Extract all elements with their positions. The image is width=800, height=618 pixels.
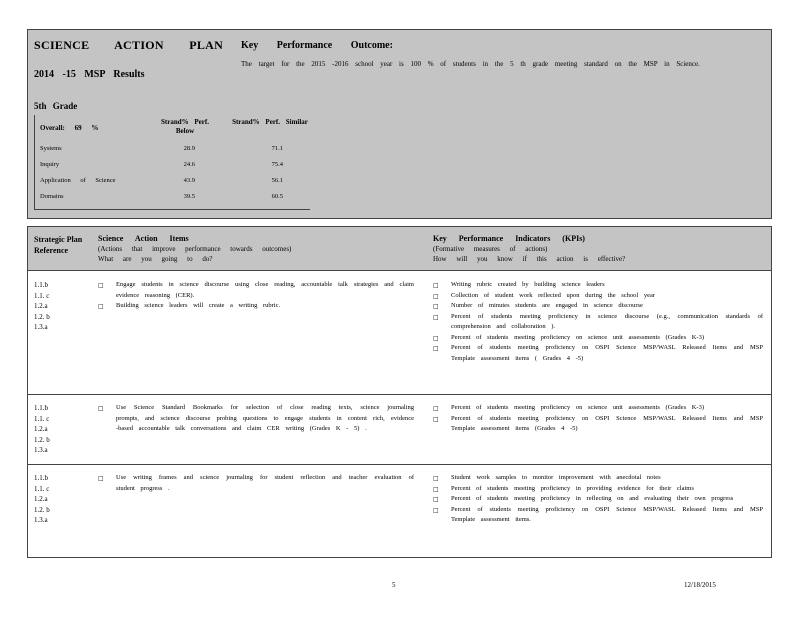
list-item: [433, 280, 763, 291]
reference-item: 1.2. b: [34, 505, 50, 514]
reference-item: 1.1.b: [34, 281, 48, 289]
checkbox-bullet-icon: [98, 473, 106, 481]
kpi-text: Percent of students meeting proficiency on OSPI Science MSP/WASL Released Items and MSP Template assessment items (Grades 4 -5): [451, 414, 763, 432]
strand-similar-value: 71.1: [271, 145, 283, 152]
action-plan-table: [27, 226, 772, 558]
overall-score: Overall: 69 %: [40, 124, 99, 132]
list-item: [433, 403, 763, 414]
checkbox-bullet-icon: [433, 291, 441, 299]
strand-label: Systems: [40, 145, 62, 152]
reference-item: 1.3.a: [34, 323, 48, 331]
action-text: Use writing frames and science journaling for student reflection and teacher evaluation of student progress .: [116, 474, 414, 492]
action-text: Engage students in science discourse using close reading, accountable talk strategies and claim evidence reasoning (CER).: [116, 281, 414, 299]
reference-item: 1.3.a: [34, 446, 48, 454]
strand-label: Application of Science: [40, 177, 116, 184]
reference-item: 1.1. c: [34, 414, 50, 423]
page-number: 5: [392, 581, 396, 589]
kpi-header-title: Key Performance Indicators (KPIs): [433, 234, 585, 243]
strand-label: Inquiry: [40, 161, 60, 168]
list-item: [98, 403, 414, 435]
action-items-header-subtitle: (Actions that improve performance towards outcomes): [98, 245, 292, 253]
table-row: [35, 174, 311, 188]
reference-item: 1.2.a: [34, 495, 48, 503]
checkbox-bullet-icon: [433, 403, 441, 411]
reference-item: 1.1.b: [34, 474, 48, 482]
table-row: [28, 395, 771, 465]
action-text: Use Science Standard Bookmarks for selection of close reading texts, science journaling prompts, and science discourse probing questions to engage students in content rich, evidence -based accountable talk conversations and claim CER writing (Grades K - 5) .: [116, 404, 414, 432]
kpi-header-subtitle: (Formative measures of actions): [433, 245, 548, 253]
action-list: [98, 473, 414, 494]
footer-date: 12/18/2015: [684, 581, 716, 589]
action-text: Building science leaders will create a writing rubric.: [116, 302, 281, 309]
checkbox-bullet-icon: [98, 280, 106, 288]
kpi-header: [433, 234, 733, 264]
kpi-text: Percent of students meeting proficiency on OSPI Science MSP/WASL Released Items and MSP Template assessment items ( Grades 4 -5): [451, 344, 763, 362]
action-list: [98, 280, 414, 312]
table-row: [28, 465, 771, 557]
reference-item: 1.1. c: [34, 291, 50, 300]
table-row: [35, 190, 311, 204]
strand-results-table: [34, 115, 310, 210]
kpi-list: [433, 473, 763, 526]
action-list: [98, 403, 414, 435]
action-items-header-title: Science Action Items: [98, 234, 189, 243]
checkbox-bullet-icon: [433, 414, 441, 422]
checkbox-bullet-icon: [433, 312, 441, 320]
kpi-text: Writing rubric created by building science leaders: [451, 281, 605, 288]
kpi-list: [433, 403, 763, 435]
checkbox-bullet-icon: [433, 473, 441, 481]
kpi-text: Percent of students meeting proficiency on OSPI Science MSP/WASL Released Items and MSP Template assessment items.: [451, 505, 763, 523]
table-row: [28, 272, 771, 395]
list-item: [433, 473, 763, 484]
checkbox-bullet-icon: [433, 494, 441, 502]
strand-below-value: 39.5: [183, 193, 195, 200]
reference-item: 1.2. b: [34, 435, 50, 444]
reference-item: 1.1.b: [34, 404, 48, 412]
list-item: [433, 414, 763, 435]
list-item: [433, 494, 763, 505]
strand-similar-header: Strand% Perf. Similar: [232, 118, 308, 126]
kpi-text: Number of minutes students are engaged in science discourse: [451, 302, 643, 309]
list-item: [433, 505, 763, 526]
table-row: [35, 142, 311, 156]
strand-label: Domains: [40, 193, 64, 200]
page-title: SCIENCE ACTION PLAN: [34, 38, 224, 52]
grade-label: 5th Grade: [34, 101, 78, 111]
reference-list: [34, 280, 50, 333]
list-item: [98, 473, 414, 494]
list-item: [433, 484, 763, 495]
reference-list: [34, 403, 50, 456]
strand-similar-value: 60.5: [271, 193, 283, 200]
key-performance-outcome-title: Key Performance Outcome:: [241, 40, 393, 51]
kpi-list: [433, 280, 763, 364]
action-plan-header: [28, 227, 771, 271]
kpi-text: Percent of students meeting proficiency on science unit assessments (Grades K-3): [451, 333, 704, 341]
checkbox-bullet-icon: [433, 280, 441, 288]
kpi-text: Percent of students meeting proficiency in providing evidence for their claims: [451, 484, 694, 492]
strand-below-header: Strand% Perf. Below: [161, 118, 209, 135]
list-item: [433, 343, 763, 364]
checkbox-bullet-icon: [433, 333, 441, 341]
list-item: [433, 291, 763, 302]
key-performance-outcome-text: The target for the 2015 -2016 school year is 100 % of students in the 5 th grade meeting standard on the MSP in Science.: [241, 60, 700, 68]
outcome-summary-panel: [27, 29, 772, 219]
kpi-text: Percent of students meeting proficiency on science unit assessments (Grades K-3): [451, 404, 704, 411]
kpi-text: Student work samples to monitor improvement with anecdotal notes: [451, 474, 661, 481]
list-item: [433, 333, 763, 344]
list-item: [98, 301, 414, 312]
msp-results-subtitle: 2014 -15 MSP Results: [34, 69, 145, 80]
kpi-text: Percent of students meeting proficiency in reflecting on and evaluating their own progress: [451, 495, 734, 502]
strand-similar-value: 75.4: [271, 161, 283, 168]
kpi-text: Percent of students meeting proficiency in science discourse (e.g., communication standards of comprehension and collaboration ).: [451, 312, 763, 330]
list-item: [433, 301, 763, 312]
list-item: [98, 280, 414, 301]
reference-item: 1.2.a: [34, 425, 48, 433]
reference-item: 1.2. b: [34, 312, 50, 321]
strand-below-value: 28.9: [183, 145, 195, 152]
checkbox-bullet-icon: [433, 505, 441, 513]
strategic-plan-reference-header: Strategic Plan Reference: [34, 235, 83, 255]
list-item: [433, 312, 763, 333]
strand-similar-value: 56.1: [271, 177, 283, 184]
reference-item: 1.2.a: [34, 302, 48, 310]
strand-below-value: 24.6: [183, 161, 195, 168]
reference-item: 1.3.a: [34, 516, 48, 524]
action-items-header: [98, 234, 398, 264]
kpi-header-question: How will you know if this action is effective?: [433, 255, 626, 263]
checkbox-bullet-icon: [98, 301, 106, 309]
checkbox-bullet-icon: [433, 343, 441, 351]
strand-below-value: 43.9: [183, 177, 195, 184]
reference-item: 1.1. c: [34, 484, 50, 493]
checkbox-bullet-icon: [433, 301, 441, 309]
checkbox-bullet-icon: [98, 403, 106, 411]
table-row: [35, 158, 311, 172]
reference-list: [34, 473, 50, 526]
checkbox-bullet-icon: [433, 484, 441, 492]
kpi-text: Collection of student work reflected upon during the school year: [451, 291, 656, 299]
action-items-header-question: What are you going to do?: [98, 255, 213, 263]
